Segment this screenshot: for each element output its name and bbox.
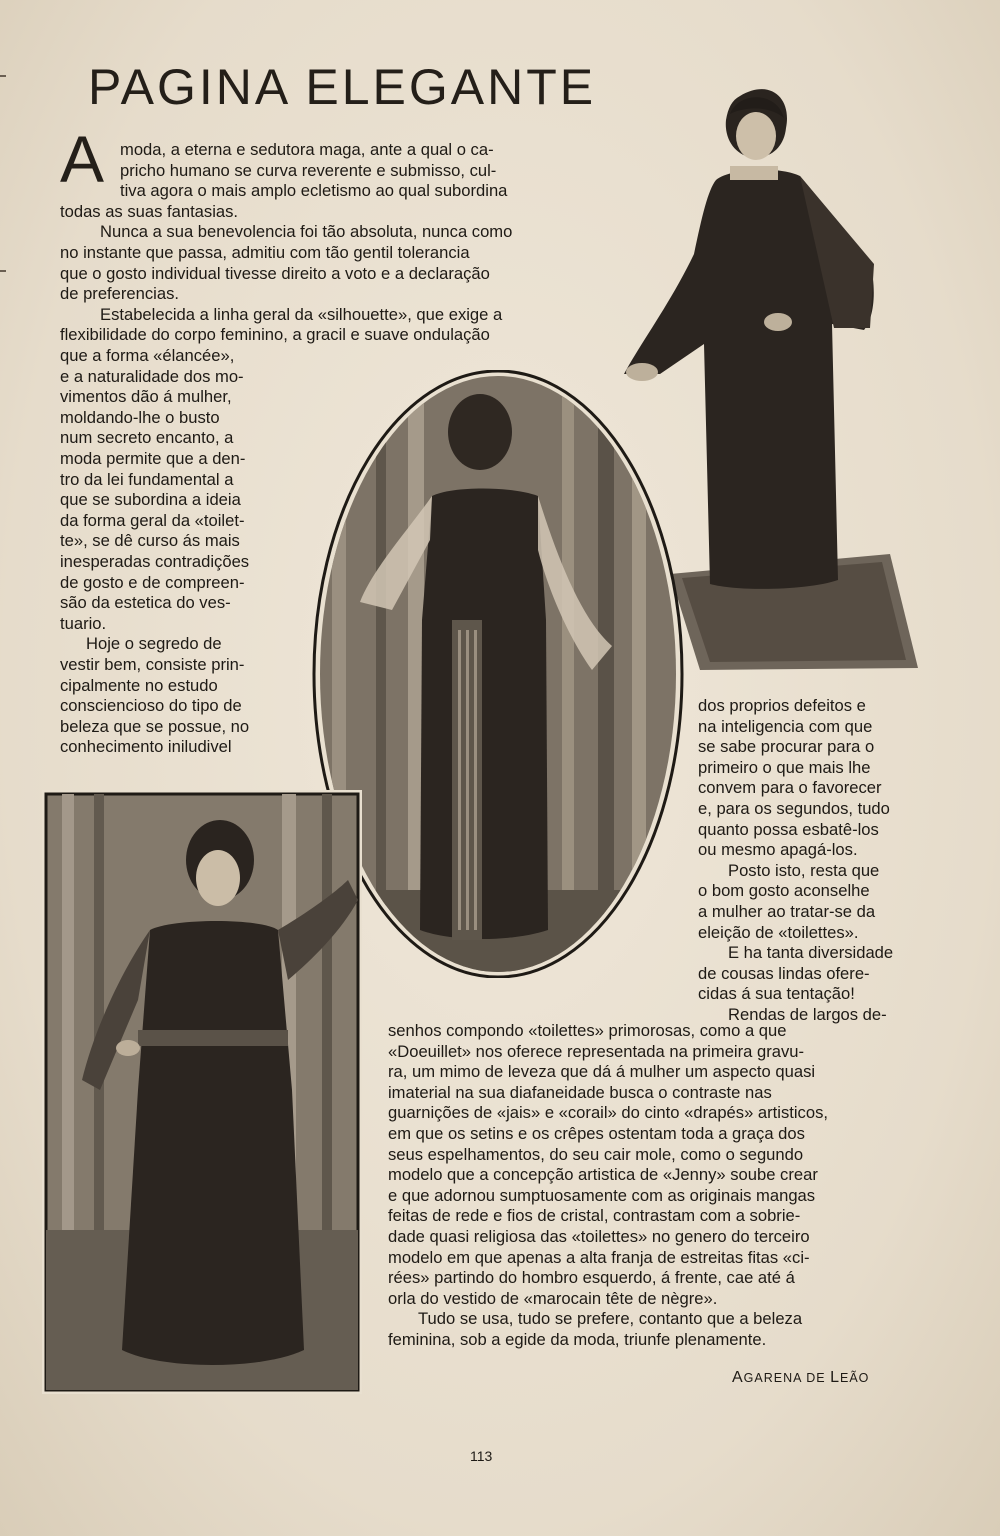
- text-line: vestir bem, consiste prin-: [60, 654, 245, 674]
- text-line: na inteligencia com que: [698, 716, 873, 736]
- text-line: beleza que se possue, no: [60, 716, 250, 736]
- text-line: que a forma «élancée»,: [60, 346, 235, 365]
- text-line: feminina, sob a egide da moda, triunfe plenamente.: [388, 1329, 767, 1349]
- text-line: pricho humano se curva reverente e submisso, cul-: [120, 160, 497, 180]
- text-line: quanto possa esbatê-los: [698, 819, 879, 839]
- text-line: moldando-lhe o busto: [60, 407, 220, 427]
- text-line: no instante que passa, admitiu com tão gentil tolerancia: [60, 242, 470, 262]
- text-line: imaterial na sua diafaneidade busca o contraste nas: [388, 1082, 772, 1102]
- text-line: o bom gosto aconselhe: [698, 881, 870, 901]
- text-line: e que adornou sumptuosamente com as originais mangas: [388, 1185, 816, 1205]
- text-line: se sabe procurar para o: [698, 737, 875, 757]
- text-line: «Doeuillet» nos oferece representada na primeira gravu-: [388, 1041, 805, 1061]
- text-line: são da estetica do ves-: [60, 593, 231, 613]
- text-line: a mulher ao tratar-se da: [698, 901, 876, 921]
- text-line: que o gosto individual tivesse direito a voto e a declaração: [60, 263, 490, 283]
- fashion-photo-oval-back-view: [312, 370, 684, 978]
- signature-rest: EÃO: [840, 1371, 870, 1385]
- page-number: 113: [470, 1448, 493, 1464]
- text-line: Rendas de largos de-: [728, 1004, 887, 1024]
- text-block-left-column: [60, 346, 286, 758]
- text-line: ou mesmo apagá-los.: [698, 840, 858, 860]
- text-line: que se subordina a ideia: [60, 490, 241, 510]
- text-line: modelo que a concepção artistica de «Jenny» soube crear: [388, 1165, 818, 1185]
- text-line: E ha tanta diversidade: [728, 943, 894, 963]
- text-line: tiva agora o mais amplo ecletismo ao qual subordina: [120, 181, 508, 201]
- signature-rest: GARENA DE: [743, 1371, 831, 1385]
- text-line: consciencioso do tipo de: [60, 696, 242, 716]
- text-line: dos proprios defeitos e: [698, 696, 866, 715]
- text-line: Hoje o segredo de: [86, 634, 222, 654]
- signature-initial: L: [830, 1369, 840, 1386]
- text-line: Posto isto, resta que: [728, 860, 880, 880]
- text-line: de gosto e de compreen-: [60, 572, 245, 592]
- text-line: conhecimento iniludivel: [60, 737, 232, 757]
- text-line: convem para o favorecer: [698, 778, 882, 798]
- text-line: da forma geral da «toilet-: [60, 510, 245, 530]
- text-line: e, para os segundos, tudo: [698, 798, 890, 818]
- text-line: rées» partindo do hombro esquerdo, á frente, cae até á: [388, 1268, 795, 1288]
- text-line: moda permite que a den-: [60, 448, 246, 468]
- text-line: todas as suas fantasias.: [60, 201, 239, 221]
- text-line: flexibilidade do corpo feminino, a gracil e suave ondulação: [60, 325, 490, 345]
- text-block-bottom: [388, 1021, 928, 1351]
- drop-cap: A: [60, 122, 105, 196]
- text-block-top: [60, 140, 612, 346]
- margin-mark: [0, 270, 6, 272]
- text-line: de cousas lindas ofere-: [698, 963, 870, 983]
- text-line: modelo em que apenas a alta franja de estreitas fitas «ci-: [388, 1247, 810, 1267]
- text-line: num secreto encanto, a: [60, 428, 234, 448]
- photo-illustration: [42, 790, 362, 1394]
- text-line: de preferencias.: [60, 284, 179, 304]
- text-line: ra, um mimo de leveza que dá á mulher um aspecto quasi: [388, 1062, 816, 1082]
- fashion-photo-lace-gown: [42, 790, 362, 1394]
- text-line: eleição de «toilettes».: [698, 922, 859, 942]
- author-signature: [732, 1369, 869, 1387]
- text-line: tuario.: [60, 613, 107, 633]
- text-line: Estabelecida a linha geral da «silhouette», que exige a: [100, 304, 503, 324]
- signature-initial: A: [732, 1369, 744, 1386]
- text-line: cidas á sua tentação!: [698, 984, 855, 1004]
- text-line: Tudo se usa, tudo se prefere, contanto que a beleza: [418, 1309, 803, 1329]
- text-line: senhos compondo «toilettes» primorosas, como a que: [388, 1021, 787, 1040]
- text-line: orla do vestido de «marocain tête de nègre».: [388, 1288, 718, 1308]
- text-line: te», se dê curso ás mais: [60, 531, 240, 551]
- text-line: em que os setins e os crêpes ostentam toda a graça dos: [388, 1123, 805, 1143]
- margin-mark: [0, 75, 6, 77]
- text-line: tro da lei fundamental a: [60, 469, 234, 489]
- text-line: vimentos dão á mulher,: [60, 387, 232, 407]
- text-line: guarnições de «jais» e «corail» do cinto «drapés» artisticos,: [388, 1103, 828, 1123]
- text-line: inesperadas contradições: [60, 551, 250, 571]
- text-line: moda, a eterna e sedutora maga, ante a qual o ca-: [120, 140, 494, 159]
- text-block-right-column: [698, 696, 960, 1026]
- text-line: dade quasi religiosa das «toilettes» no genero do terceiro: [388, 1226, 810, 1246]
- page-title: PAGINA ELEGANTE: [88, 59, 597, 115]
- text-line: primeiro o que mais lhe: [698, 757, 871, 777]
- text-line: seus espelhamentos, do seu cair mole, como o segundo: [388, 1144, 804, 1164]
- text-line: feitas de rede e fios de cristal, contrastam com a sobrie-: [388, 1206, 801, 1226]
- text-line: e a naturalidade dos mo-: [60, 366, 244, 386]
- text-line: cipalmente no estudo: [60, 675, 218, 695]
- text-line: Nunca a sua benevolencia foi tão absoluta, nunca como: [100, 222, 513, 242]
- photo-illustration: [312, 370, 684, 978]
